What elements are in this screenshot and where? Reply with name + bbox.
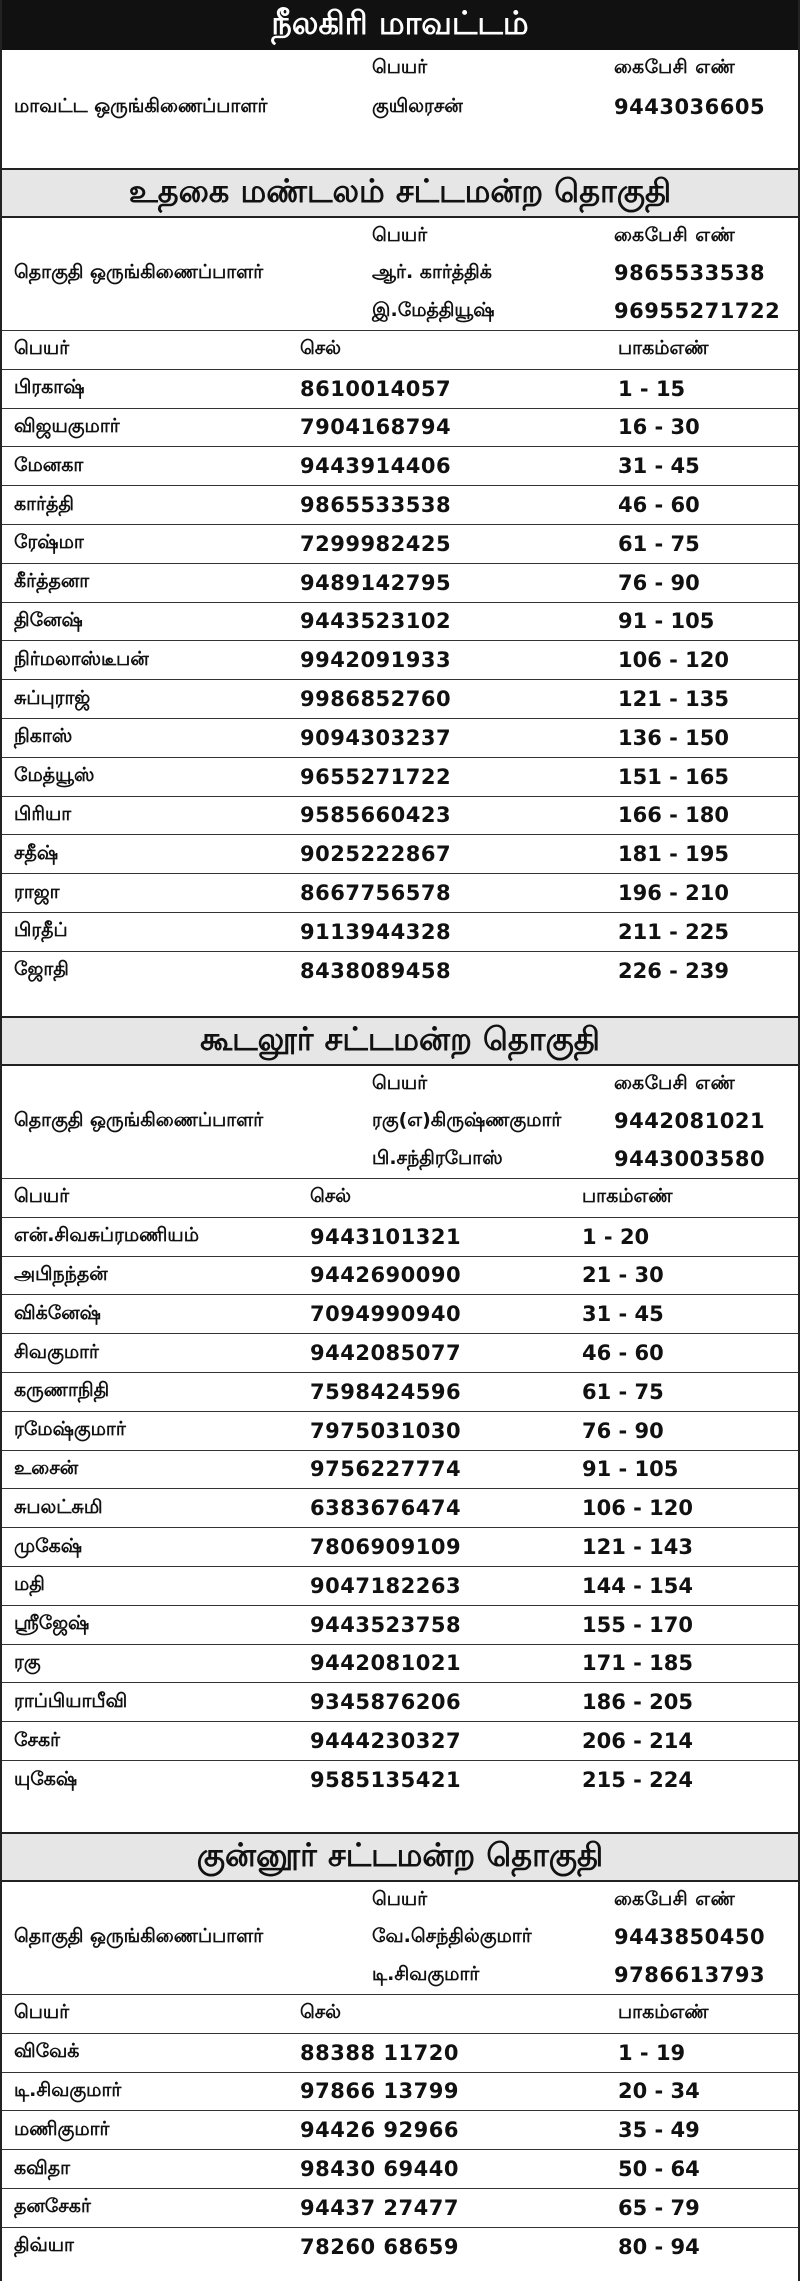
member-part-range: 61 - 75 (606, 524, 798, 563)
member-phone: 9489142795 (288, 563, 606, 602)
coordinator-name: குயிலரசன் (372, 94, 463, 117)
member-part-range: 16 - 30 (606, 408, 798, 447)
member-phone: 9756227774 (298, 1450, 570, 1489)
member-name: விஜயகுமார் (2, 408, 288, 447)
member-phone: 9865533538 (288, 486, 606, 525)
column-header-phone: செல் (288, 331, 606, 370)
table-row (2, 912, 798, 951)
member-name: திவ்யா (2, 2227, 288, 2266)
member-part-range: 136 - 150 (606, 718, 798, 757)
member-part-range: 186 - 205 (570, 1683, 798, 1722)
section-title: கூடலூர் சட்டமன்ற தொகுதி (2, 1016, 798, 1066)
member-name: நிர்மலாஸ்டீபன் (2, 641, 288, 680)
coordinator-phone: 96955271722 (614, 299, 781, 323)
table-row (2, 2150, 798, 2189)
member-part-range: 76 - 90 (606, 563, 798, 602)
member-part-range: 1 - 15 (606, 369, 798, 408)
phone-label: கைபேசி எண் (614, 1887, 736, 1910)
members-table-header (2, 1995, 798, 2034)
member-part-range: 91 - 105 (570, 1450, 798, 1489)
member-part-range: 65 - 79 (606, 2188, 798, 2227)
member-name: ராஜா (2, 874, 288, 913)
members-table-header (2, 1179, 798, 1218)
member-part-range: 121 - 143 (570, 1528, 798, 1567)
member-part-range: 144 - 154 (570, 1566, 798, 1605)
section-coordinator-block (2, 218, 798, 330)
member-part-range: 50 - 64 (606, 2150, 798, 2189)
section-coordinator-row (14, 1140, 786, 1178)
member-name: ரகு (2, 1644, 298, 1683)
name-label: பெயர் (372, 1887, 428, 1910)
column-header-phone: செல் (298, 1179, 570, 1218)
section-label-row (14, 1066, 786, 1102)
member-phone: 9443914406 (288, 447, 606, 486)
section-title: குன்னூர் சட்டமன்ற தொகுதி (2, 1832, 798, 1882)
table-row (2, 757, 798, 796)
coordinator-role: தொகுதி ஒருங்கிணைப்பாளர் (14, 1924, 264, 1947)
column-header-name: பெயர் (2, 1995, 288, 2034)
phone-label: கைபேசி எண் (614, 223, 736, 246)
member-name: விவேக் (2, 2033, 288, 2072)
member-phone: 78260 68659 (288, 2227, 606, 2266)
section-title: உதகை மண்டலம் சட்டமன்ற தொகுதி (2, 168, 798, 218)
member-phone: 94437 27477 (288, 2188, 606, 2227)
member-name: மேத்யூஸ் (2, 757, 288, 796)
member-name: தினேஷ் (2, 602, 288, 641)
member-phone: 8438089458 (288, 951, 606, 990)
member-name: விக்னேஷ் (2, 1295, 298, 1334)
member-name: என்.சிவசுப்ரமணியம் (2, 1217, 298, 1256)
column-header-phone: செல் (288, 1995, 606, 2034)
member-name: ரேஷ்மா (2, 524, 288, 563)
member-part-range: 76 - 90 (570, 1411, 798, 1450)
table-row (2, 1256, 798, 1295)
member-name: மணிகுமார் (2, 2111, 288, 2150)
members-table (2, 1178, 798, 1799)
member-name: பிரியா (2, 796, 288, 835)
member-phone: 9094303237 (288, 718, 606, 757)
member-name: சதீஷ் (2, 835, 288, 874)
member-name: நிகாஸ் (2, 718, 288, 757)
section-label-row (14, 218, 786, 254)
column-header-part: பாகம்எண் (606, 331, 798, 370)
section-coordinator-row (14, 1956, 786, 1994)
section-coordinator-block (2, 1066, 798, 1178)
section-coordinator-row (14, 1918, 786, 1956)
members-table-header (2, 331, 798, 370)
table-row (2, 2188, 798, 2227)
member-name: ராப்பியாபீவி (2, 1683, 298, 1722)
table-row (2, 1450, 798, 1489)
coordinator-phone: 9443003580 (614, 1147, 766, 1171)
column-header-part: பாகம்எண் (606, 1995, 798, 2034)
member-phone: 7094990940 (298, 1295, 570, 1334)
member-phone: 6383676474 (298, 1489, 570, 1528)
member-name: சேகர் (2, 1722, 298, 1761)
member-phone: 7299982425 (288, 524, 606, 563)
table-row (2, 408, 798, 447)
coordinator-name: ஆர். கார்த்திக் (372, 260, 492, 283)
table-row (2, 369, 798, 408)
member-part-range: 91 - 105 (606, 602, 798, 641)
member-name: யுகேஷ் (2, 1760, 298, 1799)
member-part-range: 20 - 34 (606, 2072, 798, 2111)
member-part-range: 155 - 170 (570, 1605, 798, 1644)
member-phone: 7806909109 (298, 1528, 570, 1567)
coordinator-name: பி.சந்திரபோஸ் (372, 1146, 503, 1169)
member-name: மேனகா (2, 447, 288, 486)
member-name: உசைன் (2, 1450, 298, 1489)
table-row (2, 2111, 798, 2150)
column-header-name: பெயர் (2, 331, 288, 370)
coordinator-phone: 9786613793 (614, 1963, 766, 1987)
table-row (2, 874, 798, 913)
table-row (2, 951, 798, 990)
table-row (2, 524, 798, 563)
member-name: கீர்த்தனா (2, 563, 288, 602)
member-part-range: 61 - 75 (570, 1372, 798, 1411)
table-row (2, 486, 798, 525)
table-row (2, 1644, 798, 1683)
name-label: பெயர் (372, 1071, 428, 1094)
member-phone: 9442081021 (298, 1644, 570, 1683)
section-label-row (14, 1882, 786, 1918)
member-phone: 9345876206 (298, 1683, 570, 1722)
member-part-range: 151 - 165 (606, 757, 798, 796)
table-row (2, 796, 798, 835)
members-table (2, 330, 798, 990)
member-name: சிவகுமார் (2, 1334, 298, 1373)
member-phone: 8610014057 (288, 369, 606, 408)
member-phone: 98430 69440 (288, 2150, 606, 2189)
member-phone: 9986852760 (288, 680, 606, 719)
constituency-section (2, 1832, 798, 2266)
member-part-range: 35 - 49 (606, 2111, 798, 2150)
coordinator-name: டி.சிவகுமார் (372, 1962, 480, 1985)
coordinator-phone: 9865533538 (614, 261, 766, 285)
table-row (2, 602, 798, 641)
member-name: டி.சிவகுமார் (2, 2072, 288, 2111)
table-row (2, 447, 798, 486)
member-phone: 7975031030 (298, 1411, 570, 1450)
member-name: சுபலட்சுமி (2, 1489, 298, 1528)
district-label-row (14, 50, 786, 86)
section-coordinator-block (2, 1882, 798, 1994)
member-part-range: 106 - 120 (570, 1489, 798, 1528)
member-name: பிரதீப் (2, 912, 288, 951)
coordinator-name: வே.செந்தில்குமார் (372, 1924, 532, 1947)
table-row (2, 718, 798, 757)
member-name: சுப்புராஜ் (2, 680, 288, 719)
member-part-range: 1 - 20 (570, 1217, 798, 1256)
member-phone: 9443523102 (288, 602, 606, 641)
table-row (2, 835, 798, 874)
member-part-range: 31 - 45 (606, 447, 798, 486)
coordinator-phone: 9442081021 (614, 1109, 766, 1133)
member-phone: 9942091933 (288, 641, 606, 680)
member-part-range: 21 - 30 (570, 1256, 798, 1295)
coordinator-phone: 9443036605 (614, 95, 766, 119)
member-phone: 9442085077 (298, 1334, 570, 1373)
constituency-section (2, 1016, 798, 1799)
member-phone: 9655271722 (288, 757, 606, 796)
section-coordinator-row (14, 1102, 786, 1140)
section-coordinator-row (14, 292, 786, 330)
table-row (2, 2033, 798, 2072)
table-row (2, 1411, 798, 1450)
member-part-range: 31 - 45 (570, 1295, 798, 1334)
member-part-range: 80 - 94 (606, 2227, 798, 2266)
member-part-range: 196 - 210 (606, 874, 798, 913)
member-phone: 88388 11720 (288, 2033, 606, 2072)
member-part-range: 1 - 19 (606, 2033, 798, 2072)
member-phone: 9443101321 (298, 1217, 570, 1256)
member-phone: 9585660423 (288, 796, 606, 835)
member-phone: 9113944328 (288, 912, 606, 951)
member-name: முகேஷ் (2, 1528, 298, 1567)
coordinator-role: தொகுதி ஒருங்கிணைப்பாளர் (14, 260, 264, 283)
member-phone: 9025222867 (288, 835, 606, 874)
member-name: ஸ்ரீஜேஷ் (2, 1605, 298, 1644)
coordinator-phone: 9443850450 (614, 1925, 766, 1949)
member-phone: 9585135421 (298, 1760, 570, 1799)
member-phone: 9047182263 (298, 1566, 570, 1605)
constituency-section (2, 168, 798, 990)
member-part-range: 166 - 180 (606, 796, 798, 835)
member-name: அபிநந்தன் (2, 1256, 298, 1295)
member-name: தனசேகர் (2, 2188, 288, 2227)
member-phone: 7598424596 (298, 1372, 570, 1411)
coordinator-role: மாவட்ட ஒருங்கிணைப்பாளர் (14, 94, 268, 117)
member-name: கருணாநிதி (2, 1372, 298, 1411)
member-phone: 8667756578 (288, 874, 606, 913)
name-label: பெயர் (372, 55, 428, 78)
member-phone: 97866 13799 (288, 2072, 606, 2111)
table-row (2, 2072, 798, 2111)
member-name: ரமேஷ்குமார் (2, 1411, 298, 1450)
table-row (2, 1217, 798, 1256)
name-label: பெயர் (372, 223, 428, 246)
member-part-range: 181 - 195 (606, 835, 798, 874)
coordinator-name: ரகு(எ)கிருஷ்ணகுமார் (372, 1108, 562, 1131)
table-row (2, 1334, 798, 1373)
member-part-range: 171 - 185 (570, 1644, 798, 1683)
member-name: கவிதா (2, 2150, 288, 2189)
member-phone: 7904168794 (288, 408, 606, 447)
table-row (2, 1528, 798, 1567)
member-name: ஜோதி (2, 951, 288, 990)
member-part-range: 211 - 225 (606, 912, 798, 951)
table-row (2, 1760, 798, 1799)
table-row (2, 2227, 798, 2266)
table-row (2, 1566, 798, 1605)
member-part-range: 215 - 224 (570, 1760, 798, 1799)
members-table (2, 1994, 798, 2266)
member-part-range: 226 - 239 (606, 951, 798, 990)
column-header-name: பெயர் (2, 1179, 298, 1218)
phone-label: கைபேசி எண் (614, 1071, 736, 1094)
coordinator-role: தொகுதி ஒருங்கிணைப்பாளர் (14, 1108, 264, 1131)
member-part-range: 46 - 60 (606, 486, 798, 525)
member-name: மதி (2, 1566, 298, 1605)
column-header-part: பாகம்எண் (570, 1179, 798, 1218)
member-part-range: 121 - 135 (606, 680, 798, 719)
member-phone: 9443523758 (298, 1605, 570, 1644)
member-part-range: 106 - 120 (606, 641, 798, 680)
district-title: நீலகிரி மாவட்டம் (2, 0, 798, 50)
district-coordinator-row (14, 86, 786, 128)
table-row (2, 641, 798, 680)
table-row (2, 1683, 798, 1722)
table-row (2, 1489, 798, 1528)
member-part-range: 46 - 60 (570, 1334, 798, 1373)
table-row (2, 1372, 798, 1411)
member-name: கார்த்தி (2, 486, 288, 525)
member-phone: 9442690090 (298, 1256, 570, 1295)
table-row (2, 1295, 798, 1334)
coordinator-name: இ.மேத்தியூஷ் (372, 298, 495, 321)
member-phone: 9444230327 (298, 1722, 570, 1761)
table-row (2, 680, 798, 719)
member-phone: 94426 92966 (288, 2111, 606, 2150)
table-row (2, 563, 798, 602)
member-name: பிரகாஷ் (2, 369, 288, 408)
table-row (2, 1722, 798, 1761)
district-coordinator-block (2, 50, 798, 128)
table-row (2, 1605, 798, 1644)
member-part-range: 206 - 214 (570, 1722, 798, 1761)
section-coordinator-row (14, 254, 786, 292)
phone-label: கைபேசி எண் (614, 55, 736, 78)
